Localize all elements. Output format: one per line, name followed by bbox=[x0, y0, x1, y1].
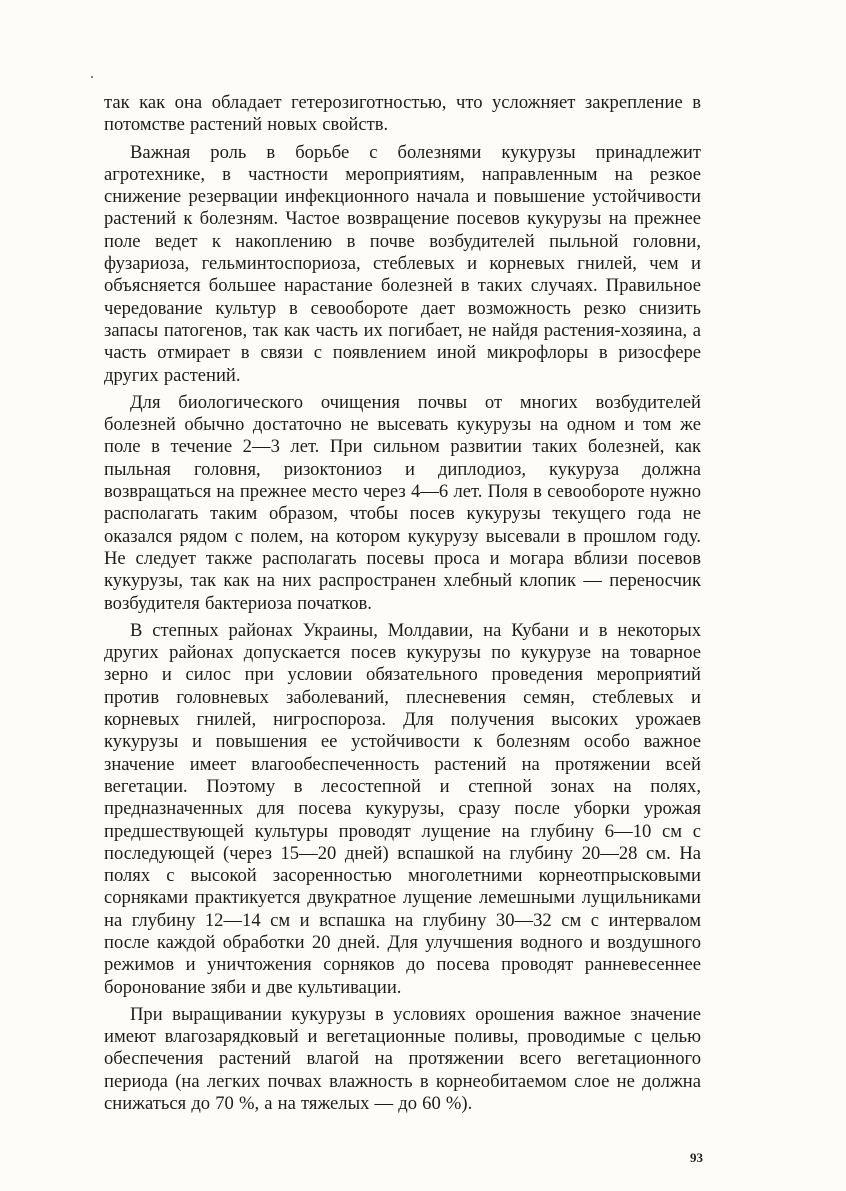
paragraph-agrotechnics: Важная роль в борьбе с болезнями кукурузы принадлежит агротехнике, в частности мероприятиям, направленным на резкое снижение резервации инфекционного начала и повышение устойчивости растений к болезням. Частое возвращение посевов кукурузы на прежнее поле ведет к накоплению в почве возбудителей пыльной головни, фузариоза, гельминтоспориоза, стеблевых и корневых гнилей, чем и объясняется большее нарастание болезней в таких случаях. Правильное чередование культур в севообороте дает возможность резко снизить запасы патогенов, так как часть их погибает, не найдя растения-хозяина, а часть отмирает в связи с появлением иной микрофлоры в ризосфере других растений. bbox=[104, 141, 701, 386]
paragraph-continuation: так как она обладает гетерозиготностью, что усложняет закрепление в потомстве растений новых свойств. bbox=[104, 92, 701, 136]
paragraph-irrigation: При выращивании кукурузы в условиях орошения важное значение имеют влагозарядковый и вегетационные поливы, проводимые с целью обеспечения растений влагой на протяжении всего вегетационного периода (на легких почвах влажность в корнеобитаемом слое не должна снижаться до 70 %, а на тяжелых — до 60 %). bbox=[104, 1003, 701, 1115]
paragraph-biological-cleaning: Для биологического очищения почвы от многих возбудителей болезней обычно достаточно не высевать кукурузы на одном и том же поле в течение 2—3 лет. При сильном развитии таких болезней, как пыльная головня, ризоктониоз и диплодиоз, кукуруза должна возвращаться на прежнее место через 4—6 лет. Поля в севообороте нужно располагать таким образом, чтобы посев кукурузы текущего года не оказался рядом с полем, на котором кукурузу высевали в прошлом году. Не следует также располагать посевы проса и могара вблизи посевов кукурузы, так как на них распространен хлебный клопик — переносчик возбудителя бактериоза початков. bbox=[104, 391, 701, 614]
body-text bbox=[104, 92, 701, 1115]
page-number: 93 bbox=[690, 1150, 703, 1165]
print-speck bbox=[91, 76, 93, 78]
paragraph-steppe-regions: В степных районах Украины, Молдавии, на Кубани и в некоторых других районах допускается посев кукурузы по кукурузе на товарное зерно и силос при условии обязательного проведения мероприятий против головневых заболеваний, плесневения семян, стеблевых и корневых гнилей, нигроспороза. Для получения высоких урожаев кукурузы и повышения ее устойчивости к болезням особо важное значение имеет влагообеспеченность растений на протяжении всей вегетации. Поэтому в лесостепной и степной зонах на полях, предназначенных для посева кукурузы, сразу после уборки урожая предшествующей культуры проводят лущение на глубину 6—10 см с последующей (через 15—20 дней) вспашкой на глубину 20—28 см. На полях с высокой засоренностью многолетними корнеотпрысковыми сорняками практикуется двукратное лущение лемешными лущильниками на глубину 12—14 см и вспашка на глубину 30—32 см с интервалом после каждой обработки 20 дней. Для улучшения водного и воздушного режимов и уничтожения сорняков до посева проводят ранневесеннее боронование зяби и две культивации. bbox=[104, 619, 701, 998]
